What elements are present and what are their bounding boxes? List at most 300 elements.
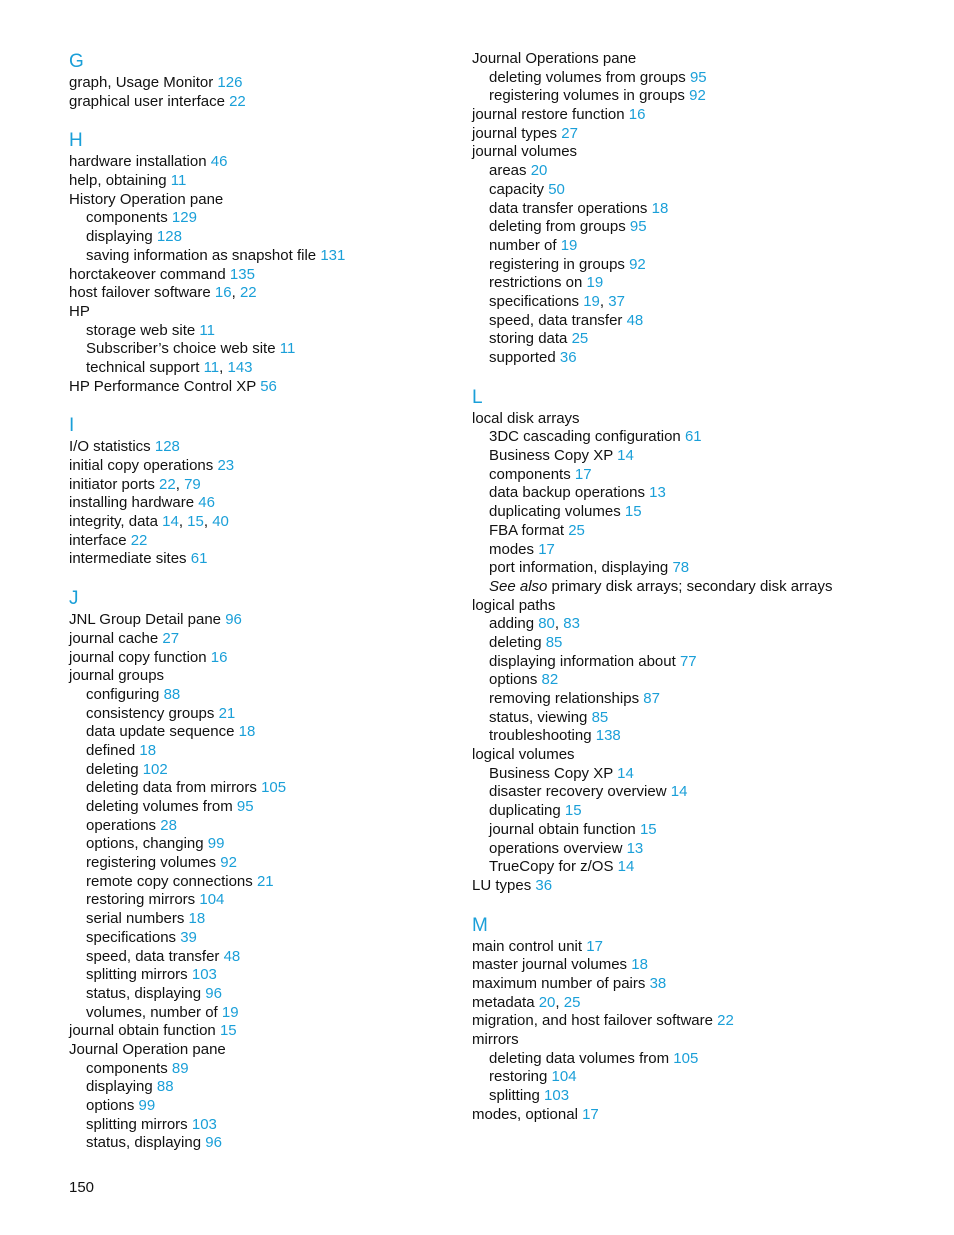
- entry-text: troubleshooting: [489, 727, 592, 745]
- page-link[interactable]: 14: [162, 513, 179, 531]
- index-subentry: [472, 727, 912, 746]
- entry-text: FBA format: [489, 521, 565, 539]
- page-link[interactable]: 21: [218, 704, 236, 722]
- index-subentry: [69, 322, 509, 341]
- page-link[interactable]: 48: [223, 947, 241, 965]
- page-link[interactable]: 15: [624, 503, 642, 521]
- page-link[interactable]: 87: [643, 690, 660, 707]
- entry-text: hardware installation: [69, 153, 207, 171]
- page-link[interactable]: 27: [561, 124, 578, 142]
- entry-text: main control unit: [472, 937, 583, 955]
- index-entry: [472, 956, 912, 975]
- entry-text: displaying information about: [489, 652, 676, 670]
- entry-text: components: [86, 209, 168, 227]
- index-entry: [472, 877, 912, 896]
- entry-text: restrictions on: [489, 274, 583, 292]
- page-link[interactable]: 95: [236, 798, 254, 815]
- index-subentry: [472, 87, 912, 106]
- page-link[interactable]: 20: [530, 162, 548, 180]
- index-entry: [69, 378, 509, 397]
- entry-text: options, changing: [86, 835, 204, 853]
- page-link[interactable]: 19: [583, 292, 600, 310]
- page-link[interactable]: 14: [617, 447, 634, 465]
- entry-text: deleting data volumes from: [489, 1049, 670, 1067]
- entry-text: Subscriber’s choice web site: [86, 340, 276, 358]
- page-link[interactable]: 17: [582, 1105, 599, 1123]
- index-subentry: [472, 69, 912, 88]
- index-subentry: [69, 742, 509, 761]
- page-link[interactable]: 16: [214, 284, 232, 302]
- entry-text: duplicating: [489, 802, 561, 820]
- page-link[interactable]: 46: [198, 494, 215, 512]
- page-link[interactable]: 11: [170, 172, 187, 190]
- index-subentry: [69, 705, 509, 724]
- index-entry: [472, 106, 912, 125]
- entry-text: registering volumes in groups: [489, 87, 685, 105]
- entry-text: speed, data transfer: [489, 311, 623, 329]
- index-entry: [472, 975, 912, 994]
- entry-text: maximum number of pairs: [472, 974, 646, 992]
- page-link[interactable]: 105: [673, 1049, 699, 1067]
- index-column-left: [69, 50, 509, 1153]
- page-link[interactable]: 27: [162, 629, 180, 647]
- index-entry: [69, 649, 509, 668]
- entry-text: Business Copy XP: [489, 447, 613, 465]
- index-subentry: [69, 723, 509, 742]
- page-link[interactable]: 28: [160, 816, 177, 834]
- page-link[interactable]: 88: [163, 685, 181, 703]
- page-link[interactable]: 77: [679, 652, 697, 670]
- index-subentry: [472, 653, 912, 672]
- page-link[interactable]: 16: [628, 106, 646, 124]
- page-link[interactable]: 126: [217, 74, 243, 91]
- section-letter-i: I: [69, 415, 75, 437]
- page-link[interactable]: 96: [205, 984, 222, 1002]
- index-subentry: [69, 1004, 509, 1023]
- page-link[interactable]: 92: [629, 255, 646, 273]
- section-spacer: [69, 396, 509, 414]
- page-link[interactable]: 138: [595, 727, 621, 745]
- entry-text: horctakeover command: [69, 265, 226, 283]
- page-link[interactable]: 11: [203, 358, 220, 376]
- page-link[interactable]: 48: [626, 311, 644, 329]
- section-spacer: [472, 368, 912, 386]
- page-link[interactable]: 37: [608, 292, 625, 310]
- entry-text: graphical user interface: [69, 92, 225, 110]
- index-subentry: [69, 761, 509, 780]
- index-subentry: [472, 840, 912, 859]
- index-entry: integrity, data 14, 15, 40: [69, 513, 229, 531]
- index-subentry: [472, 559, 912, 578]
- entry-text: data update sequence: [86, 723, 235, 741]
- entry-text: duplicating volumes: [489, 503, 621, 521]
- entry-text: capacity: [489, 180, 545, 198]
- entry-text: Journal Operations pane: [472, 50, 637, 67]
- entry-text: number of: [489, 236, 557, 254]
- page-link[interactable]: 18: [238, 723, 256, 741]
- page-link[interactable]: 22: [130, 531, 148, 549]
- page-link[interactable]: 15: [639, 820, 657, 838]
- index-entry: [472, 1012, 912, 1031]
- index-subentry: [472, 200, 912, 219]
- page-link[interactable]: 99: [138, 1097, 156, 1114]
- index-entry: [69, 550, 509, 569]
- page-link[interactable]: 96: [225, 611, 242, 629]
- entry-text: speed, data transfer: [86, 947, 220, 965]
- page-link[interactable]: 83: [563, 615, 580, 633]
- index-entry: [472, 597, 912, 616]
- index-subentry: [69, 854, 509, 873]
- index-entry: [69, 457, 509, 476]
- page-link[interactable]: 25: [568, 521, 585, 539]
- page-link[interactable]: 39: [180, 928, 197, 946]
- entry-text: journal groups: [69, 667, 165, 685]
- index-subentry: [472, 1050, 912, 1069]
- index-entry: [69, 630, 509, 649]
- page-link[interactable]: 61: [684, 428, 702, 446]
- page-link[interactable]: 14: [617, 764, 634, 782]
- page-link[interactable]: 19: [221, 1003, 239, 1021]
- index-subentry: [69, 817, 509, 836]
- entry-text: displaying: [86, 1078, 153, 1096]
- entry-text: storage web site: [86, 321, 196, 339]
- index-subentry: [69, 985, 509, 1004]
- page-link[interactable]: 22: [239, 284, 257, 302]
- entry-text: configuring: [86, 685, 160, 703]
- page-link[interactable]: 61: [190, 550, 208, 568]
- page-link[interactable]: 56: [260, 377, 277, 395]
- page-link[interactable]: 17: [586, 937, 603, 955]
- entry-text: logical volumes: [472, 746, 575, 764]
- index-subentry: [472, 578, 912, 597]
- entry-text: splitting: [489, 1087, 540, 1105]
- section-spacer: [472, 896, 912, 914]
- page-link[interactable]: 89: [171, 1059, 189, 1077]
- entry-text: restoring: [489, 1068, 548, 1086]
- entry-text: saving information as snapshot file: [86, 246, 317, 264]
- entry-text: data transfer operations: [489, 199, 648, 217]
- entry-text: defined: [86, 741, 136, 759]
- page-link[interactable]: 85: [545, 633, 563, 651]
- page-link[interactable]: 82: [541, 671, 559, 689]
- index-subentry: [69, 1097, 509, 1116]
- index-subentry: [69, 228, 509, 247]
- entry-text: port information, displaying: [489, 559, 669, 577]
- entry-text: HP Performance Control XP: [69, 377, 257, 395]
- index-entry: [69, 611, 509, 630]
- index-entry: [472, 50, 912, 69]
- page-link[interactable]: 36: [559, 349, 577, 366]
- entry-text: operations: [86, 816, 157, 834]
- section-letter-m: M: [472, 914, 488, 936]
- index-entry: host failover software 16, 22: [69, 284, 257, 302]
- page-link[interactable]: 79: [184, 475, 201, 493]
- page-link[interactable]: 128: [156, 228, 182, 246]
- index-subentry: [472, 709, 912, 728]
- entry-text: components: [86, 1059, 168, 1077]
- index-subentry: [472, 447, 912, 466]
- index-entry: [69, 153, 509, 172]
- index-subentry: [69, 1116, 509, 1135]
- index-subentry: [69, 1134, 509, 1153]
- page-link[interactable]: 15: [187, 513, 204, 531]
- index-entry: [69, 303, 509, 322]
- page-link[interactable]: 11: [199, 321, 215, 339]
- entry-text: status, displaying: [86, 1134, 202, 1152]
- index-subentry: [69, 891, 509, 910]
- entry-text: splitting mirrors: [86, 1115, 188, 1133]
- section-letter-h: H: [69, 130, 83, 152]
- entry-text: options: [489, 671, 538, 689]
- page-link[interactable]: 103: [191, 966, 217, 984]
- page-link[interactable]: 20: [538, 993, 556, 1011]
- page-link[interactable]: 21: [256, 872, 274, 890]
- index-entry: initiator ports 22, 79: [69, 475, 201, 493]
- index-entry: [472, 1031, 912, 1050]
- entry-text: deleting: [489, 633, 542, 651]
- index-entry: [472, 125, 912, 144]
- page-link[interactable]: 40: [212, 513, 229, 531]
- page-link[interactable]: 19: [560, 236, 578, 254]
- entry-text: deleting: [86, 760, 139, 778]
- index-subentry: adding 80, 83: [489, 615, 580, 633]
- page-link[interactable]: 80: [538, 615, 555, 633]
- index-subentry: [472, 484, 912, 503]
- index-entry: [69, 667, 509, 686]
- entry-text: journal copy function: [69, 648, 207, 666]
- page-link[interactable]: 14: [670, 783, 688, 801]
- entry-text: journal obtain function: [69, 1022, 216, 1040]
- section-spacer: [69, 111, 509, 129]
- entry-text: initiator ports: [69, 475, 155, 493]
- index-subentry: specifications 19, 37: [489, 292, 625, 310]
- entry-text: logical paths: [472, 596, 556, 614]
- entry-text: local disk arrays: [472, 409, 580, 427]
- entry-text: technical support: [86, 358, 200, 376]
- entry-text: supported: [489, 349, 556, 366]
- index-subentry: [472, 802, 912, 821]
- index-entry: [69, 532, 509, 551]
- entry-text: remote copy connections: [86, 872, 253, 890]
- entry-text: areas: [489, 162, 527, 180]
- entry-text: specifications: [86, 928, 177, 946]
- entry-text: installing hardware: [69, 494, 195, 512]
- entry-text: interface: [69, 531, 127, 549]
- page-link[interactable]: 18: [139, 741, 157, 759]
- index-subentry: [69, 247, 509, 266]
- index-subentry: [69, 966, 509, 985]
- entry-text: modes, optional: [472, 1105, 578, 1123]
- entry-text: displaying: [86, 228, 153, 246]
- see-also-label: See also: [489, 577, 548, 595]
- page-link[interactable]: 15: [564, 802, 582, 820]
- page-link[interactable]: 25: [571, 330, 589, 348]
- index-subentry: [69, 798, 509, 817]
- entry-text: consistency groups: [86, 704, 215, 722]
- index-subentry: [472, 783, 912, 802]
- index-subentry: [472, 349, 912, 368]
- entry-text: initial copy operations: [69, 457, 214, 474]
- page-number: 150: [69, 1179, 95, 1196]
- index-column-right: [472, 50, 912, 1124]
- page-link[interactable]: 11: [279, 340, 296, 358]
- page-link[interactable]: 22: [229, 92, 246, 110]
- page-link[interactable]: 46: [210, 153, 228, 171]
- page-link[interactable]: 18: [651, 199, 669, 217]
- entry-text: Business Copy XP: [489, 764, 613, 782]
- page-link[interactable]: 17: [538, 540, 555, 558]
- entry-text: journal types: [472, 124, 558, 142]
- index-entry: [69, 172, 509, 191]
- index-subentry: [472, 858, 912, 877]
- index-subentry: [69, 686, 509, 705]
- entry-text: deleting volumes from groups: [489, 68, 686, 86]
- index-subentry: [472, 1068, 912, 1087]
- page-link[interactable]: 15: [219, 1022, 237, 1040]
- page-link[interactable]: 104: [551, 1068, 577, 1086]
- page-link[interactable]: 13: [649, 484, 666, 502]
- page-link[interactable]: 36: [535, 876, 553, 894]
- page-link[interactable]: 129: [171, 209, 197, 227]
- entry-text: volumes, number of: [86, 1003, 218, 1021]
- section-letter-j: J: [69, 588, 79, 610]
- index-subentry: [69, 779, 509, 798]
- entry-text: registering in groups: [489, 255, 625, 273]
- entry-text: registering volumes: [86, 854, 217, 872]
- entry-text: History Operation pane: [69, 190, 224, 208]
- entry-text: integrity, data: [69, 513, 158, 531]
- page-link[interactable]: 105: [261, 779, 287, 797]
- index-entry: [69, 266, 509, 285]
- page-link[interactable]: 22: [159, 475, 176, 493]
- page-link[interactable]: 25: [563, 993, 581, 1011]
- index-entry: metadata 20, 25: [472, 993, 581, 1011]
- entry-text: deleting volumes from: [86, 798, 233, 815]
- page-link[interactable]: 95: [629, 218, 647, 236]
- index-entry: [69, 438, 509, 457]
- index-subentry: [472, 428, 912, 447]
- entry-text: 3DC cascading configuration: [489, 428, 681, 446]
- entry-text: adding: [489, 615, 535, 633]
- entry-text: deleting from groups: [489, 218, 626, 236]
- index-subentry: [69, 873, 509, 892]
- index-subentry: [69, 910, 509, 929]
- page-link[interactable]: 92: [689, 87, 706, 105]
- index-subentry: [69, 948, 509, 967]
- entry-text: Journal Operation pane: [69, 1040, 226, 1058]
- page-link[interactable]: 92: [220, 854, 237, 872]
- page-link[interactable]: 103: [191, 1115, 217, 1133]
- page-link[interactable]: 18: [188, 910, 206, 928]
- entry-text: restoring mirrors: [86, 891, 196, 909]
- page-link[interactable]: 19: [586, 274, 604, 292]
- page-link[interactable]: 14: [617, 858, 635, 876]
- entry-text: modes: [489, 540, 535, 558]
- entry-text: data backup operations: [489, 484, 645, 502]
- index-subentry: [472, 274, 912, 293]
- entry-text: deleting data from mirrors: [86, 779, 257, 797]
- page-link[interactable]: 99: [207, 835, 225, 853]
- page-link[interactable]: 143: [227, 358, 253, 376]
- page-link[interactable]: 95: [689, 68, 707, 86]
- index-subentry: [69, 1060, 509, 1079]
- entry-text: mirrors: [472, 1031, 519, 1048]
- page-link[interactable]: 128: [154, 438, 180, 456]
- index-entry: [472, 1106, 912, 1125]
- page-link[interactable]: 38: [649, 974, 667, 992]
- section-letter-l: L: [472, 386, 483, 408]
- page-link[interactable]: 131: [320, 246, 346, 264]
- index-subentry: [472, 330, 912, 349]
- entry-text: specifications: [489, 292, 580, 310]
- index-entry: [69, 1041, 509, 1060]
- index-entry: [69, 494, 509, 513]
- entry-text: removing relationships: [489, 690, 640, 707]
- index-subentry: [472, 541, 912, 560]
- index-subentry: [472, 237, 912, 256]
- index-subentry: [472, 821, 912, 840]
- index-subentry: [69, 929, 509, 948]
- page-link[interactable]: 85: [591, 708, 609, 726]
- index-subentry: [472, 503, 912, 522]
- page-link[interactable]: 23: [217, 457, 235, 474]
- entry-text: journal cache: [69, 629, 159, 647]
- page-link[interactable]: 78: [672, 559, 690, 577]
- page-link[interactable]: 104: [199, 891, 225, 909]
- entry-text: migration, and host failover software: [472, 1012, 713, 1030]
- index-subentry: [472, 256, 912, 275]
- page-link[interactable]: 135: [229, 265, 255, 283]
- entry-text: disaster recovery overview: [489, 783, 667, 801]
- index-entry: [69, 1022, 509, 1041]
- entry-text: JNL Group Detail pane: [69, 611, 222, 629]
- entry-text: storing data: [489, 330, 568, 348]
- index-subentry: [472, 522, 912, 541]
- page-link[interactable]: 18: [631, 956, 648, 974]
- entry-text: primary disk arrays; secondary disk arrays: [551, 577, 833, 595]
- entry-text: journal volumes: [472, 143, 578, 161]
- page-link[interactable]: 16: [210, 648, 228, 666]
- page-link[interactable]: 88: [156, 1078, 174, 1096]
- index-subentry: [472, 181, 912, 200]
- page-link[interactable]: 102: [142, 760, 168, 778]
- entry-text: serial numbers: [86, 910, 185, 928]
- page-link[interactable]: 13: [626, 839, 644, 857]
- index-entry: [69, 191, 509, 210]
- entry-text: TrueCopy for z/OS: [489, 858, 614, 876]
- entry-text: host failover software: [69, 284, 211, 302]
- page-link[interactable]: 50: [548, 180, 565, 198]
- index-subentry: [69, 835, 509, 854]
- entry-text: components: [489, 465, 571, 483]
- page-link[interactable]: 22: [717, 1012, 734, 1030]
- index-entry: [472, 746, 912, 765]
- index-entry: [69, 74, 509, 93]
- page-link[interactable]: 17: [574, 465, 592, 483]
- index-entry: [472, 410, 912, 429]
- entry-text: I/O statistics: [69, 438, 151, 456]
- entry-text: status, viewing: [489, 708, 588, 726]
- index-entry: [472, 938, 912, 957]
- entry-text: intermediate sites: [69, 550, 187, 568]
- entry-text: operations overview: [489, 839, 623, 857]
- entry-text: LU types: [472, 876, 532, 894]
- page-link[interactable]: 103: [544, 1087, 570, 1105]
- entry-text: journal restore function: [472, 106, 625, 124]
- page-link[interactable]: 96: [205, 1134, 222, 1152]
- index-subentry: [472, 466, 912, 485]
- entry-text: options: [86, 1097, 135, 1114]
